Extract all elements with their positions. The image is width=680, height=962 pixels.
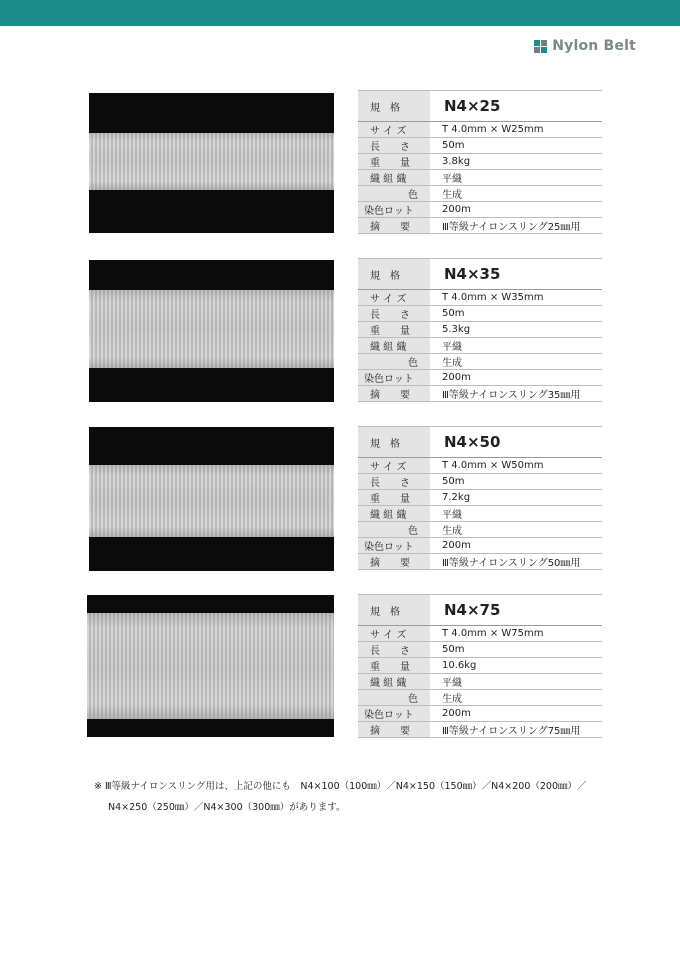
footnote-line-1: ※ Ⅲ等級ナイロンスリング用は、上記の他にも N4×100（100㎜）／N4×150（150㎜）／N4×200（200㎜）／ — [94, 781, 587, 792]
footnote-line-2: N4×250（250㎜）／N4×300（300㎜）があります。 — [108, 802, 346, 813]
webbing-strip — [87, 613, 334, 719]
value-note: Ⅲ等級ナイロンスリング75㎜用 — [430, 722, 602, 738]
value-lot: 200m — [430, 538, 602, 554]
value-lot: 200m — [430, 370, 602, 386]
product-photo — [89, 427, 334, 571]
label-color: 色 — [408, 694, 418, 705]
label-length: 長 さ — [370, 646, 410, 657]
label-spec: 規 格 — [370, 606, 400, 618]
label-weave: 織 組 織 — [370, 678, 407, 689]
brand-icon-square — [534, 40, 540, 46]
value-color: 生成 — [430, 690, 602, 706]
value-color: 生成 — [430, 522, 602, 538]
label-length: 長 さ — [370, 142, 410, 153]
label-color: 色 — [408, 526, 418, 537]
spec-table — [358, 90, 602, 234]
label-lot: 染色ロット — [364, 206, 414, 217]
label-lot: 染色ロット — [364, 710, 414, 721]
label-spec: 規 格 — [370, 438, 400, 450]
label-weight: 重 量 — [370, 158, 410, 169]
label-size: サ イ ズ — [370, 126, 407, 137]
header-bar — [0, 0, 680, 26]
value-weight: 5.3kg — [430, 322, 602, 338]
label-size: サ イ ズ — [370, 294, 407, 305]
value-color: 生成 — [430, 186, 602, 202]
product-photo — [87, 595, 334, 737]
value-lot: 200m — [430, 202, 602, 218]
product-name: N4×25 — [430, 91, 602, 122]
value-weave: 平織 — [430, 338, 602, 354]
label-weave: 織 組 織 — [370, 342, 407, 353]
value-length: 50m — [430, 138, 602, 154]
label-weight: 重 量 — [370, 662, 410, 673]
spec-table — [358, 258, 602, 402]
value-color: 生成 — [430, 354, 602, 370]
label-weight: 重 量 — [370, 326, 410, 337]
webbing-strip — [89, 290, 334, 368]
four-squares-icon — [534, 40, 547, 53]
label-weight: 重 量 — [370, 494, 410, 505]
value-size: T 4.0mm × W75mm — [430, 626, 602, 642]
label-size: サ イ ズ — [370, 462, 407, 473]
label-length: 長 さ — [370, 478, 410, 489]
value-weight: 10.6kg — [430, 658, 602, 674]
brand-icon-square — [541, 47, 547, 53]
value-length: 50m — [430, 642, 602, 658]
value-weight: 7.2kg — [430, 490, 602, 506]
value-length: 50m — [430, 474, 602, 490]
label-weave: 織 組 織 — [370, 510, 407, 521]
spec-table — [358, 594, 602, 738]
label-size: サ イ ズ — [370, 630, 407, 641]
brand-logo — [534, 38, 636, 54]
label-lot: 染色ロット — [364, 542, 414, 553]
label-color: 色 — [408, 190, 418, 201]
value-lot: 200m — [430, 706, 602, 722]
brand-name: Nylon Belt — [552, 38, 636, 54]
product-photo — [89, 93, 334, 233]
label-color: 色 — [408, 358, 418, 369]
product-name: N4×50 — [430, 427, 602, 458]
value-weight: 3.8kg — [430, 154, 602, 170]
label-note: 摘 要 — [370, 222, 410, 233]
value-weave: 平織 — [430, 674, 602, 690]
label-length: 長 さ — [370, 310, 410, 321]
value-note: Ⅲ等級ナイロンスリング25㎜用 — [430, 218, 602, 234]
label-note: 摘 要 — [370, 390, 410, 401]
label-spec: 規 格 — [370, 102, 400, 114]
label-spec: 規 格 — [370, 270, 400, 282]
product-name: N4×75 — [430, 595, 602, 626]
product-name: N4×35 — [430, 259, 602, 290]
label-note: 摘 要 — [370, 558, 410, 569]
spec-table — [358, 426, 602, 570]
label-lot: 染色ロット — [364, 374, 414, 385]
value-note: Ⅲ等級ナイロンスリング50㎜用 — [430, 554, 602, 570]
label-note: 摘 要 — [370, 726, 410, 737]
brand-icon-square — [541, 40, 547, 46]
value-weave: 平織 — [430, 506, 602, 522]
value-size: T 4.0mm × W35mm — [430, 290, 602, 306]
footnote — [94, 776, 614, 818]
label-weave: 織 組 織 — [370, 174, 407, 185]
brand-icon-square — [534, 47, 540, 53]
webbing-strip — [89, 465, 334, 537]
value-size: T 4.0mm × W25mm — [430, 122, 602, 138]
value-weave: 平織 — [430, 170, 602, 186]
value-note: Ⅲ等級ナイロンスリング35㎜用 — [430, 386, 602, 402]
webbing-strip — [89, 133, 334, 190]
value-length: 50m — [430, 306, 602, 322]
product-photo — [89, 260, 334, 402]
value-size: T 4.0mm × W50mm — [430, 458, 602, 474]
